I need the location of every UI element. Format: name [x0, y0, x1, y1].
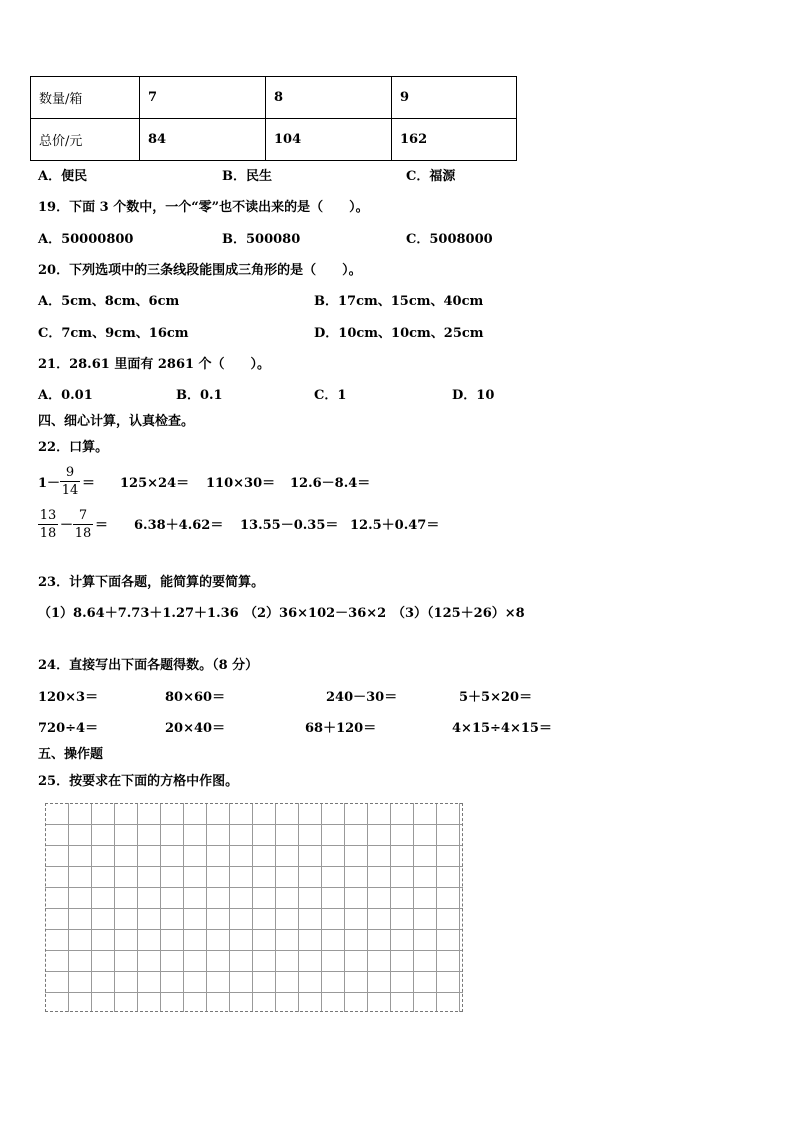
q22-r2-item: 6.38＋4.62＝ [134, 518, 224, 533]
q22-r1-item: 12.6－8.4＝ [290, 476, 371, 491]
q24-item: 80×60＝ [165, 690, 226, 705]
table-cell: 104 [266, 119, 392, 161]
fraction-bar [60, 481, 80, 482]
q21-option-d: D．10 [452, 388, 495, 403]
fraction-denominator: 18 [39, 526, 57, 541]
table-cell: 8 [266, 77, 392, 119]
fraction-bar [73, 524, 93, 525]
q24-stem: 24．直接写出下面各题得数。（8 分） [38, 658, 259, 673]
q25-stem: 25．按要求在下面的方格中作图。 [38, 774, 239, 789]
q20-stem: 20．下列选项中的三条线段能围成三角形的是（ ）。 [38, 263, 362, 278]
table-cell: 总价/元 [31, 119, 140, 161]
q22-r2-equals: ＝ [95, 518, 109, 533]
q20-option-b: B．17cm、15cm、40cm [314, 294, 484, 309]
q19-option-c: C．5008000 [406, 232, 493, 247]
price-table [30, 76, 517, 161]
fraction-numerator: 7 [78, 508, 88, 523]
q22-stem: 22．口算。 [38, 440, 109, 455]
q19-stem: 19．下面 3 个数中，一个“零”也不读出来的是（ ）。 [38, 200, 369, 215]
q24-item: 240－30＝ [326, 690, 398, 705]
table-cell: 9 [392, 77, 517, 119]
q22-r2-minus: － [60, 518, 74, 533]
fraction-numerator: 13 [39, 508, 57, 523]
fraction-denominator: 18 [74, 526, 92, 541]
q24-item: 720÷4＝ [38, 721, 99, 736]
q23-item-2: （2）36×102－36×2 [244, 606, 387, 621]
q20-option-c: C．7cm、9cm、16cm [38, 326, 189, 341]
table-cell: 7 [140, 77, 266, 119]
drawing-grid[interactable] [45, 803, 463, 1012]
q22-r1-item: 125×24＝ [120, 476, 190, 491]
table-cell: 数量/箱 [31, 77, 140, 119]
q24-item: 120×3＝ [38, 690, 99, 705]
q21-stem: 21．28.61 里面有 2861 个（ ）。 [38, 357, 271, 372]
q19-option-a: A．50000800 [38, 232, 134, 247]
q24-item: 4×15÷4×15＝ [452, 721, 552, 736]
q20-option-a: A．5cm、8cm、6cm [38, 294, 180, 309]
q22-r1-equals: ＝ [82, 476, 96, 491]
q18-option-b: B．民生 [222, 169, 272, 184]
q23-stem: 23．计算下面各题，能简算的要简算。 [38, 575, 265, 590]
section-heading-4: 四、细心计算，认真检查。 [38, 414, 195, 429]
q22-r1-fraction [60, 466, 80, 497]
q24-item: 68＋120＝ [305, 721, 377, 736]
fraction-bar [38, 524, 58, 525]
q22-r2-item: 13.55－0.35＝ [240, 518, 339, 533]
q22-r1-item: 110×30＝ [206, 476, 276, 491]
q19-option-b: B．500080 [222, 232, 301, 247]
fraction-denominator: 14 [61, 483, 79, 498]
q18-option-a: A．便民 [38, 169, 88, 184]
q22-r2-fraction-1 [38, 509, 58, 540]
q23-item-3: （3）（125＋26）×8 [392, 606, 525, 621]
q21-option-a: A．0.01 [38, 388, 93, 403]
table-cell: 84 [140, 119, 266, 161]
q22-r2-item: 12.5＋0.47＝ [350, 518, 440, 533]
q18-option-c: C．福源 [406, 169, 456, 184]
q24-item: 20×40＝ [165, 721, 226, 736]
fraction-numerator: 9 [65, 465, 75, 480]
q22-r2-fraction-2 [73, 509, 93, 540]
q20-option-d: D．10cm、10cm、25cm [314, 326, 484, 341]
table-row [31, 77, 517, 119]
q23-item-1: （1）8.64＋7.73＋1.27＋1.36 [38, 606, 239, 621]
table-row [31, 119, 517, 161]
section-heading-5: 五、操作题 [38, 747, 104, 762]
q21-option-b: B．0.1 [176, 388, 223, 403]
q21-option-c: C．1 [314, 388, 347, 403]
q24-item: 5＋5×20＝ [459, 690, 533, 705]
q22-r1-prefix: 1－ [38, 476, 61, 491]
table-cell: 162 [392, 119, 517, 161]
